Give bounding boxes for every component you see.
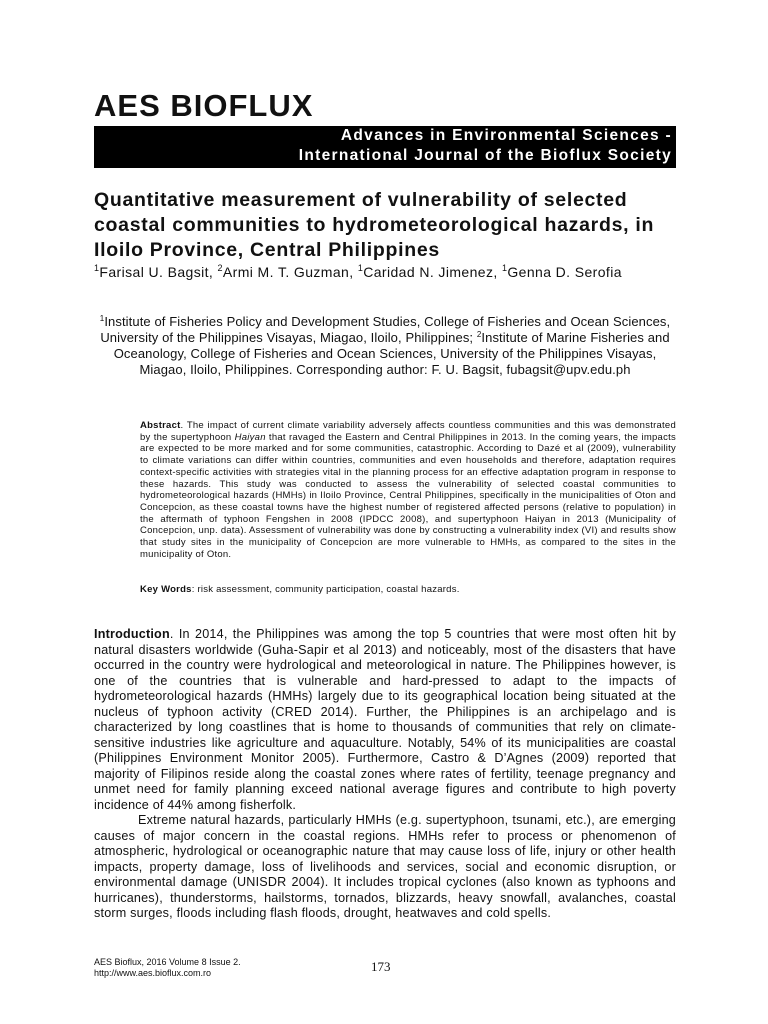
abstract-italic-term: Haiyan [234,431,266,443]
introduction-paragraph-2: Extreme natural hazards, particularly HMHs (e.g. supertyphoon, tsunami, etc.), are emerging causes of major concern in the coastal regions. HMHs refer to process or phenomenon of atmospheric, hydrological or oceanographic nature that may cause loss of life, injury or other health impacts, property damage, loss of livelihoods and services, social and economic disruption, or environmental damage (UNISDR 2004). It includes tropical cyclones (also known as typhoons and hurricanes), thunderstorms, hailstorms, tornados, blizzards, heavy snowfall, avalanches, coastal storm surges, floods including flash floods, drought, heatwaves and cold spells. [94,813,676,920]
keywords: Key Words: risk assessment, community participation, coastal hazards. [140,584,460,595]
banner-spine [94,126,102,168]
journal-name: AES BIOFLUX [94,88,314,123]
author: $^1$Farisal U. Bagsit, [94,263,218,280]
abstract: Abstract. The impact of current climate variability adversely affects countless communities and this was demonstrated by the supertyphoon Haiyan that ravaged the Eastern and Central Philippines in 2013. In the coming years, the impacts are expected to be more marked and for some communities, catastrophic. According to Dazé et al (2009), vulnerability to climate variations can differ within countries, communities and even households and therefore, adaptation requires context-specific activities with strategies vital in the planning process for an effective adaptation program in response to these hazards. This study was conducted to assess the vulnerability of selected coastal communities to hydrometeorological hazards (HMHs) in Iloilo Province, Central Philippines, specifically in the municipalities of Oton and Concepcion, as these coastal towns have the highest number of registered affected persons (relative to population) in the aftermath of typhoon Fengshen in 2008 (IPDCC 2008), and supertyphoon Haiyan in 2013 (Municipality of Concepcion, unp. data). Assessment of vulnerability was done by constructing a vulnerability index (VI) and results show that study sites in the municipality of Concepcion are more vulnerable to HMHs, as compared to the sites in the municipality of Oton. [140,420,676,560]
author: $^2$Armi M. T. Guzman, [217,263,358,280]
abstract-label: Abstract [140,420,181,431]
author: $^1$Genna D. Serofia [501,263,622,280]
author-list [94,262,684,282]
paper-title: Quantitative measurement of vulnerability of selected coastal communities to hydrometeorological hazards, in Iloilo Province, Central Philippines [94,189,655,261]
author: $^1$Caridad N. Jimenez, [357,263,502,280]
page-number: 173 [371,959,391,974]
footer-citation [94,957,241,979]
introduction-section [94,627,676,922]
affiliations: $^1$Institute of Fisheries Policy and Development Studies, College of Fisheries and Ocean Sciences, University of the Philippines Visayas, Miagao, Iloilo, Philippines; $^2$Institute of Marine Fisheries and Oceanology, College of Fisheries and Ocean Sciences, University of the Philippines Visayas, Miagao, Iloilo, Philippines. Corresponding author: F. U. Bagsit, fubagsit@upv.edu.ph [99,314,671,377]
footer-journal-issue: AES Bioflux, 2016 Volume 8 Issue 2. [94,957,241,967]
keywords-label: Key Words [140,584,192,595]
journal-subtitle-line2: International Journal of the Bioflux Society [298,147,672,164]
introduction-heading: Introduction [94,627,170,641]
footer-url: http://www.aes.bioflux.com.ro [94,968,212,978]
introduction-paragraph-1: Introduction. In 2014, the Philippines was among the top 5 countries that were most often hit by natural disasters worldwide (Guha-Sapir et al 2013) and noticeably, most of the disasters that have occurred in the country were hydrological and meteorological in nature. The Philippines however, is one of the countries that is vulnerable and hard-pressed to adapt to the impacts of hydrometeorological hazards (HMHs) largely due to its geographical location being situated at the nucleus of typhoon activity (CRED 2014). Further, the Philippines is an archipelago and is characterized by long coastlines that is home to thousands of communities that rely on climate-sensitive industries like agriculture and aquaculture. Notably, 54% of its municipalities are coastal (Philippines Environment Monitor 2005). Furthermore, Castro & D’Agnes (2009) reported that majority of Filipinos reside along the coastal zones where rates of fertility, teenage pregnancy and unmet need for family planning exceed national average figures and contribute to high poverty incidence of 44% among fisherfolk. [94,627,676,812]
journal-subtitle-line1: Advances in Environmental Sciences - [340,127,672,144]
journal-subtitle-banner [94,126,676,168]
